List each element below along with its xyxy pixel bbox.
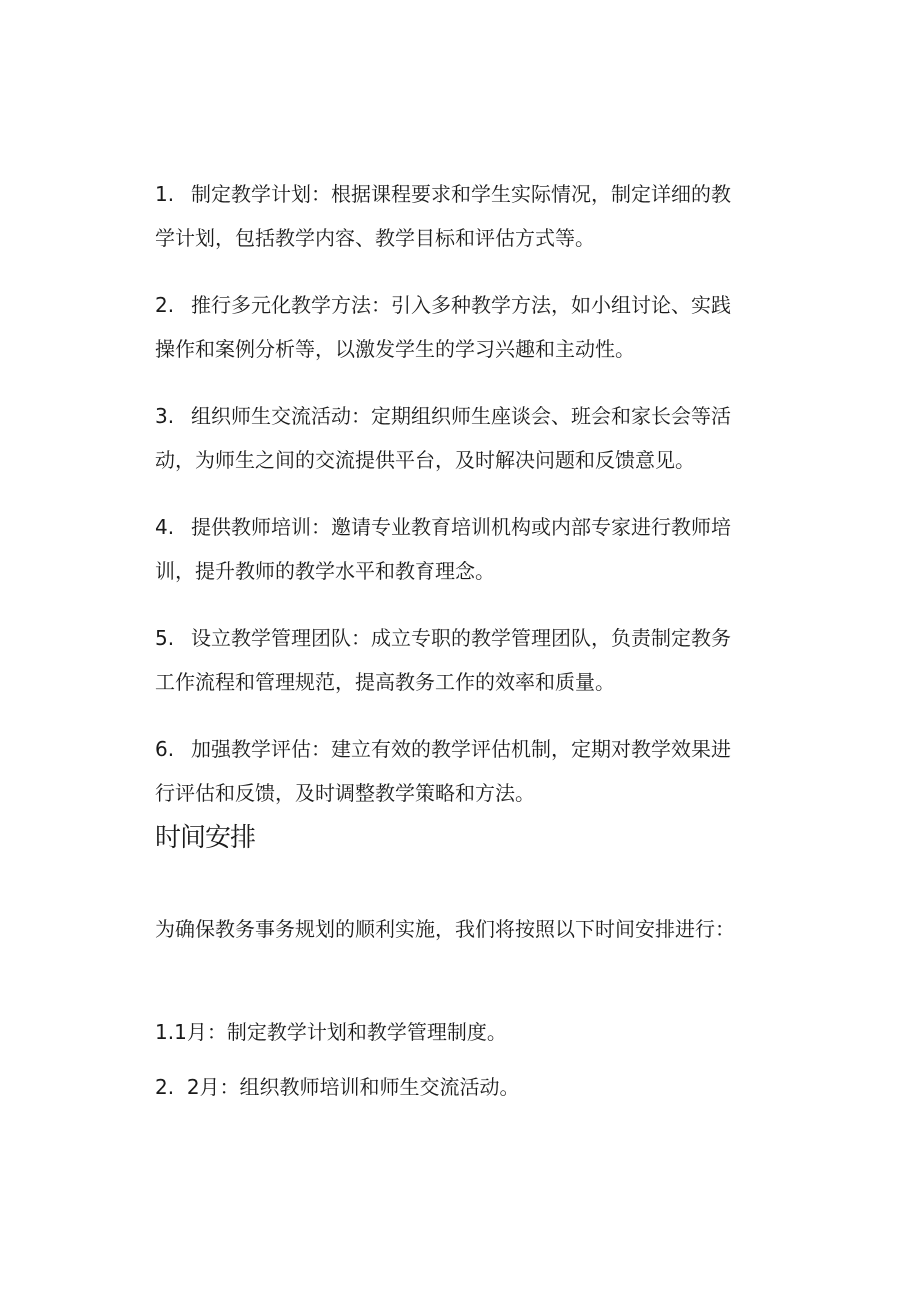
schedule-list (155, 1010, 520, 1120)
measure-line-2: 操作和案例分析等，以激发学生的学习兴趣和主动性。 (155, 337, 635, 361)
measures-list (155, 172, 815, 838)
measure-line-1: 加强教学评估：建立有效的教学评估机制，定期对教学效果进 (191, 737, 731, 761)
measure-item-1 (155, 172, 815, 260)
measure-line-1: 组织师生交流活动：定期组织师生座谈会、班会和家长会等活 (191, 404, 731, 428)
measure-line-1: 推行多元化教学方法：引入多种教学方法，如小组讨论、实践 (191, 293, 731, 317)
section-title: 时间安排 (155, 823, 256, 853)
measure-number: 2. (155, 293, 175, 317)
measure-line-1: 制定教学计划：根据课程要求和学生实际情况，制定详细的教 (191, 182, 731, 206)
section-intro: 为确保教务事务规划的顺利实施，我们将按照以下时间安排进行： (155, 917, 735, 941)
measure-number: 4. (155, 515, 175, 539)
schedule-text: 2月：组织教师培训和师生交流活动。 (186, 1075, 520, 1099)
measure-line-1: 设立教学管理团队：成立专职的教学管理团队，负责制定教务 (191, 626, 731, 650)
measure-item-2 (155, 283, 815, 371)
schedule-text: 1月：制定教学计划和教学管理制度。 (174, 1020, 507, 1044)
measure-number: 3. (155, 404, 175, 428)
measure-line-2: 工作流程和管理规范，提高教务工作的效率和质量。 (155, 670, 615, 694)
measure-line-2: 行评估和反馈，及时调整教学策略和方法。 (155, 781, 535, 805)
measure-item-6 (155, 727, 815, 815)
measure-item-3 (155, 394, 815, 482)
measure-item-4 (155, 505, 815, 593)
measure-item-5 (155, 616, 815, 704)
measure-number: 1. (155, 182, 175, 206)
measure-line-2: 训，提升教师的教学水平和教育理念。 (155, 559, 495, 583)
schedule-prefix: 1. (155, 1020, 175, 1044)
measure-line-2: 学计划，包括教学内容、教学目标和评估方式等。 (155, 226, 595, 250)
schedule-prefix: 2. (155, 1075, 175, 1099)
measure-line-1: 提供教师培训：邀请专业教育培训机构或内部专家进行教师培 (191, 515, 731, 539)
measure-line-2: 动，为师生之间的交流提供平台，及时解决问题和反馈意见。 (155, 448, 695, 472)
measure-number: 5. (155, 626, 175, 650)
schedule-item-2 (155, 1065, 520, 1109)
measure-number: 6. (155, 737, 175, 761)
schedule-item-1 (155, 1010, 520, 1054)
